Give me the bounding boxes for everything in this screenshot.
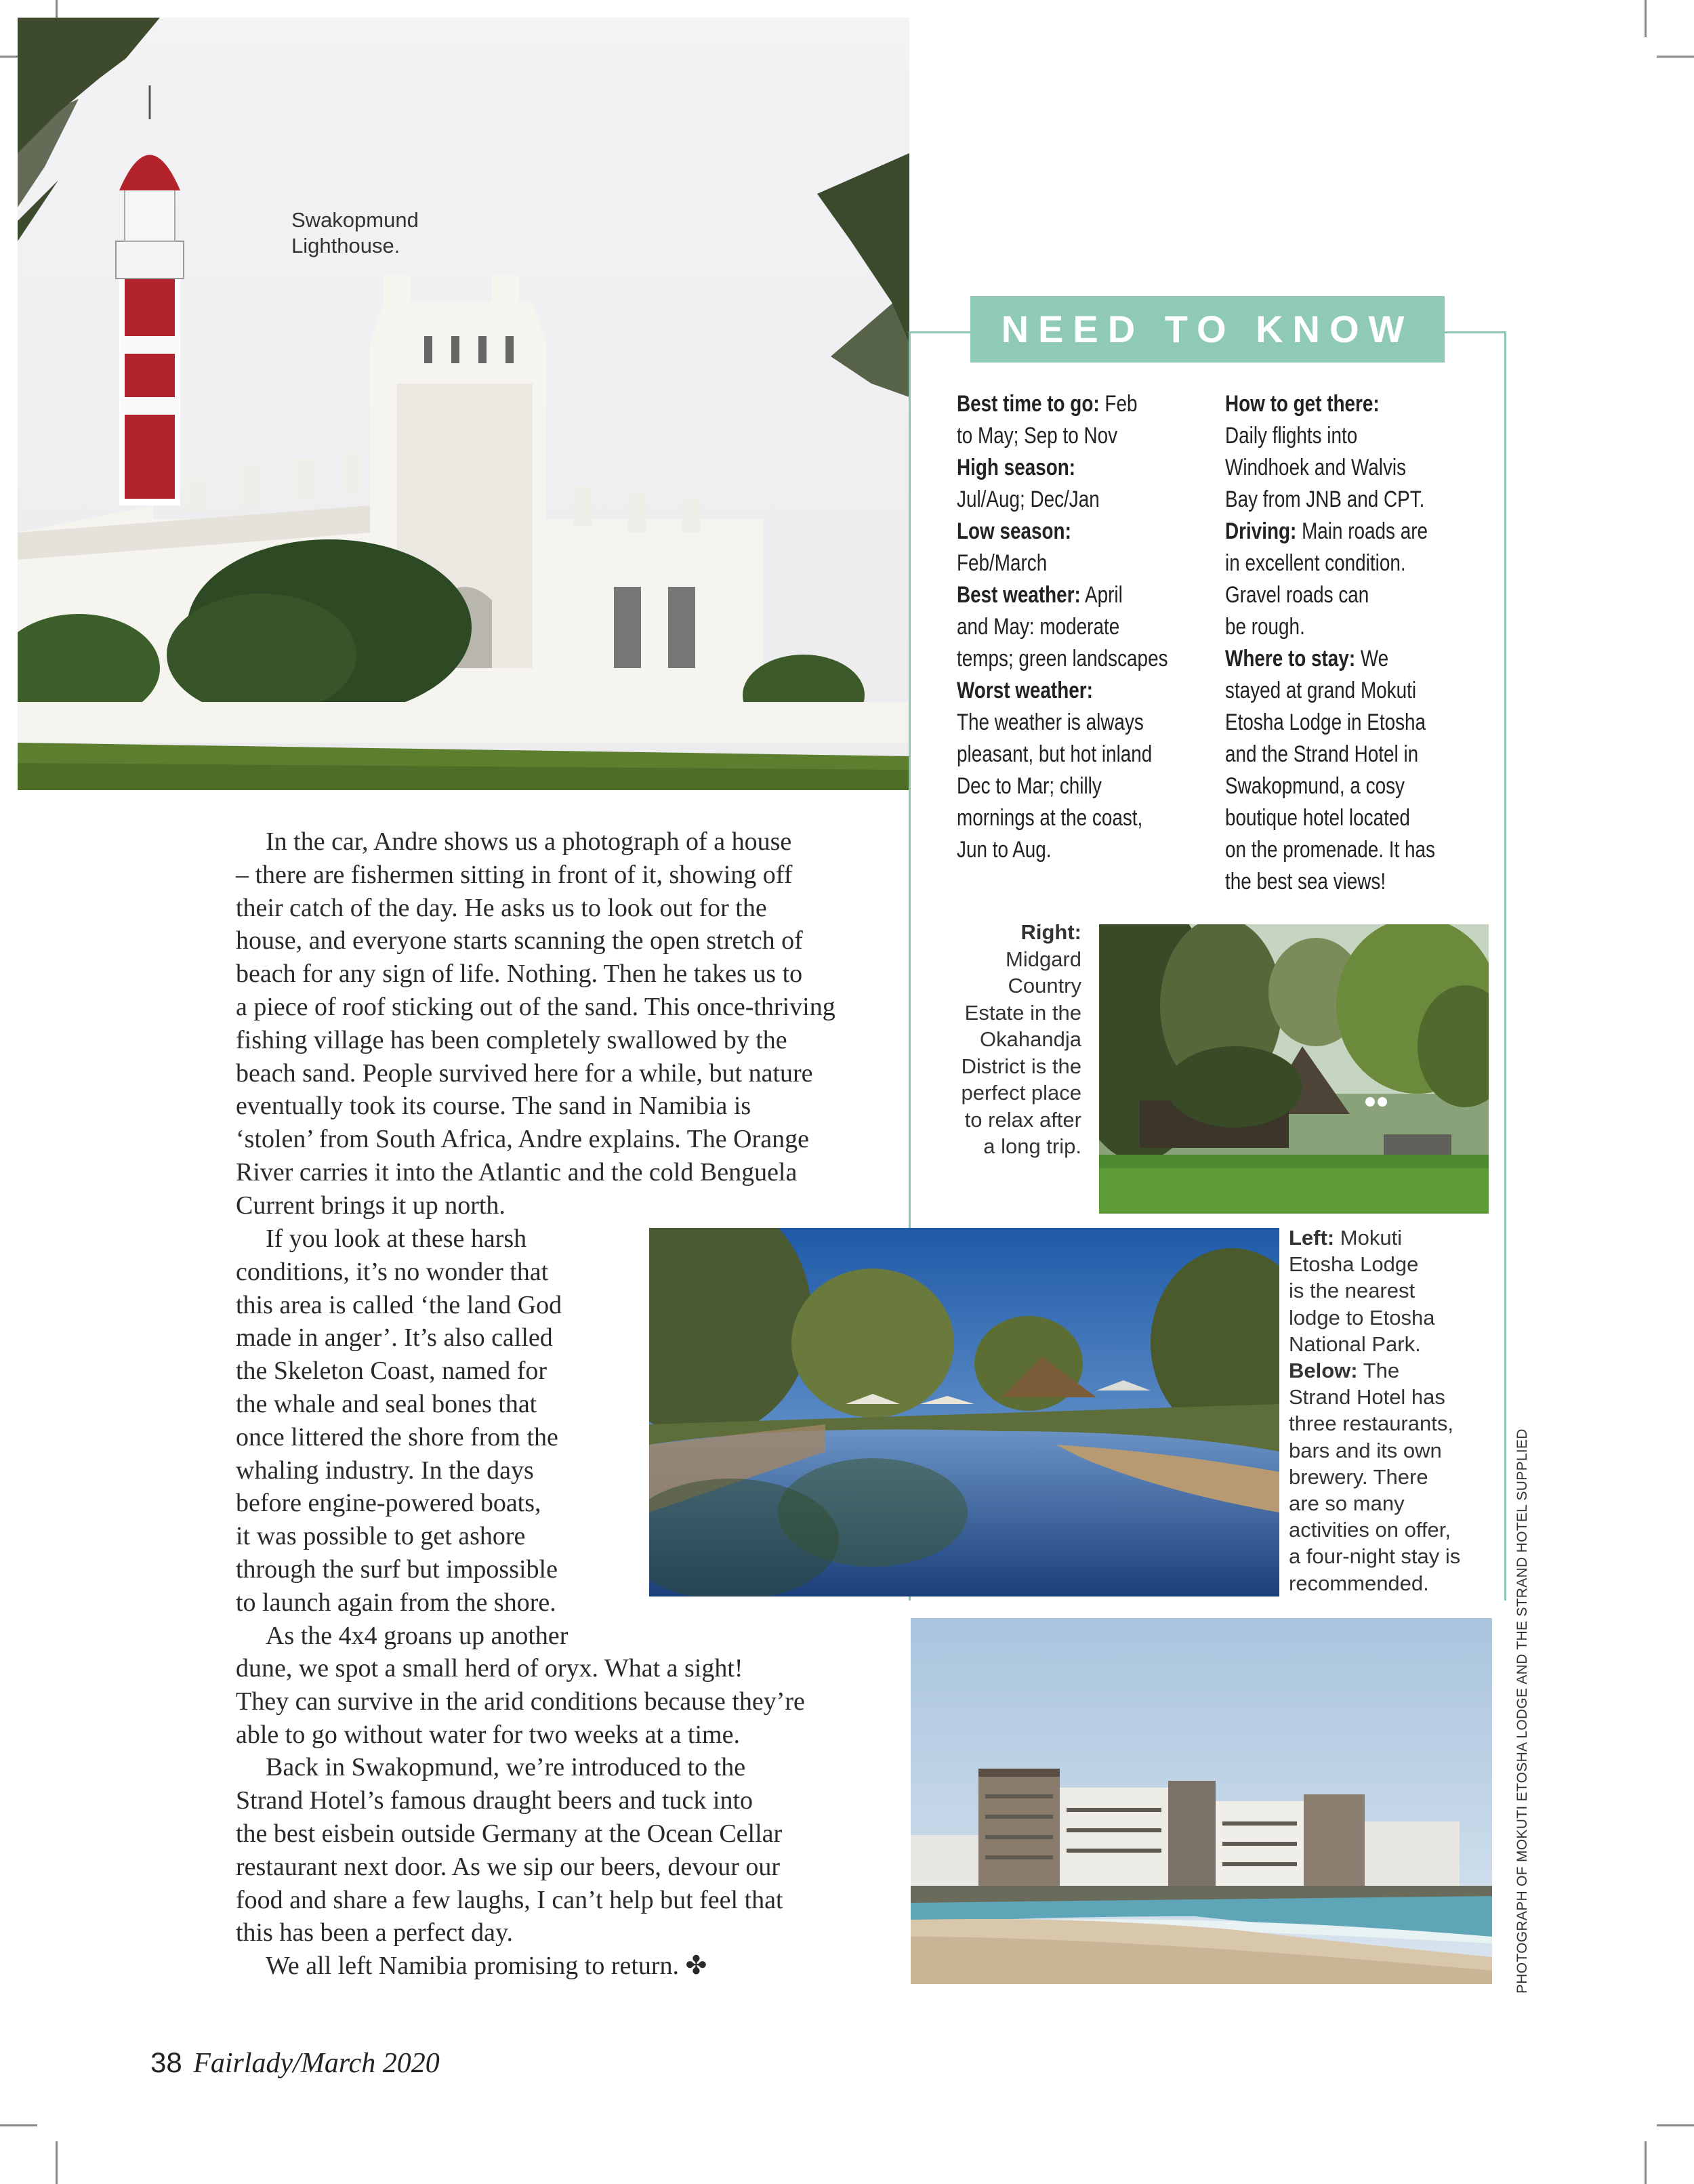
text: to May; Sep to Nov	[957, 423, 1118, 449]
text: Strand Hotel has	[1289, 1385, 1445, 1409]
text: National Park.	[1289, 1332, 1421, 1356]
text: brewery. There	[1289, 1464, 1428, 1489]
caption-line	[1289, 1224, 1492, 1251]
caption-line	[1289, 1277, 1492, 1304]
need-to-know-title: NEED TO KNOW	[1001, 308, 1414, 350]
text: April	[1080, 582, 1123, 608]
text: be rough.	[1225, 614, 1305, 640]
need-to-know-line	[1225, 802, 1458, 834]
article-line: house, and everyone starts scanning the open stretch of	[236, 926, 803, 955]
caption-line: perfect place	[961, 1081, 1081, 1105]
text: stayed at grand Mokuti	[1225, 678, 1417, 703]
article-line: In the car, Andre shows us a photograph of a house	[266, 827, 792, 856]
label: Best time to go:	[957, 391, 1100, 417]
article-line: a piece of roof sticking out of the sand. This once-thriving	[236, 992, 835, 1021]
need-to-know-line	[957, 834, 1190, 866]
caption-line	[1289, 1331, 1492, 1357]
crop-mark	[1645, 2141, 1647, 2184]
article-line: food and share a few laughs, I can’t help but feel that	[236, 1885, 783, 1914]
text: Jun to Aug.	[957, 837, 1052, 863]
text: Mokuti	[1334, 1226, 1403, 1250]
photo-credit: PHOTOGRAPH OF MOKUTI ETOSHA LODGE AND THE STRAND HOTEL SUPPLIED	[1514, 1428, 1530, 1994]
crop-mark	[56, 2141, 58, 2184]
article-line: the best eisbein outside Germany at the Ocean Cellar	[236, 1819, 783, 1848]
need-to-know-line	[957, 675, 1190, 707]
need-to-know-line	[957, 707, 1190, 739]
article-line: Current brings it up north.	[236, 1191, 505, 1220]
caption-line	[1289, 1437, 1492, 1464]
text: Feb	[1099, 391, 1138, 417]
text: Windhoek and Walvis	[1225, 455, 1407, 480]
article-line: before engine-powered boats,	[236, 1489, 541, 1518]
text: Jul/Aug; Dec/Jan	[957, 487, 1100, 512]
label: Worst weather:	[957, 678, 1093, 703]
article-line: conditions, it’s no wonder that	[236, 1257, 549, 1286]
folio	[150, 2046, 440, 2080]
label: Below:	[1289, 1359, 1358, 1383]
need-to-know-line	[1225, 388, 1458, 420]
label: Left:	[1289, 1226, 1335, 1250]
article-line: it was possible to get ashore	[236, 1522, 526, 1551]
text: Bay from JNB and CPT.	[1225, 487, 1425, 512]
text: bars and its own	[1289, 1438, 1442, 1462]
caption-line: a long trip.	[983, 1134, 1081, 1158]
text: mornings at the coast,	[957, 805, 1143, 831]
caption-line	[1289, 1464, 1492, 1490]
caption-right	[894, 919, 1081, 1160]
magazine-issue: Fairlady/March 2020	[193, 2048, 440, 2079]
text: a four-night stay is	[1289, 1544, 1461, 1569]
article-line: ‘stolen’ from South Africa, Andre explains. The Orange	[236, 1125, 809, 1154]
need-to-know-line	[1225, 452, 1458, 484]
caption-line	[1289, 1517, 1492, 1543]
need-to-know-line	[1225, 579, 1458, 611]
strand-hotel-photo	[911, 1618, 1492, 1984]
caption-line	[1289, 1357, 1492, 1384]
label: How to get there:	[1225, 391, 1380, 417]
caption-line	[1289, 1490, 1492, 1517]
label: Best weather:	[957, 582, 1081, 608]
need-to-know-column-2	[1225, 388, 1458, 898]
text: The weather is always	[957, 709, 1144, 735]
article-line: If you look at these harsh	[266, 1224, 527, 1253]
article-line: beach for any sign of life. Nothing. Then he takes us to	[236, 960, 803, 989]
text: Daily flights into	[1225, 423, 1358, 449]
caption-line	[1289, 1384, 1492, 1410]
text: Swakopmund, a cosy	[1225, 773, 1405, 799]
text: is the nearest	[1289, 1279, 1416, 1303]
need-to-know-line	[957, 388, 1190, 420]
article-line: once littered the shore from the	[236, 1422, 558, 1451]
article-line: whaling industry. In the days	[236, 1456, 534, 1485]
need-to-know-line	[957, 611, 1190, 643]
page-number: 38	[150, 2046, 182, 2078]
caption-line: Swakopmund	[291, 208, 419, 232]
article-block-1	[236, 825, 873, 1222]
article-line: River carries it into the Atlantic and the cold Benguela	[236, 1157, 798, 1187]
need-to-know-line	[957, 516, 1190, 548]
mokuti-lodge-photo	[649, 1228, 1279, 1596]
text: lodge to Etosha	[1289, 1305, 1435, 1330]
label: Where to stay:	[1225, 646, 1356, 672]
caption-label: Right:	[1020, 920, 1081, 944]
caption-line: District is the	[961, 1054, 1081, 1078]
text: Main roads are	[1296, 518, 1428, 544]
need-to-know-line	[957, 739, 1190, 770]
text: three restaurants,	[1289, 1412, 1453, 1436]
caption-line: Lighthouse.	[291, 234, 400, 257]
crop-mark	[0, 2124, 37, 2126]
article-line: this has been a perfect day.	[236, 1918, 514, 1948]
midgard-estate-photo	[1099, 924, 1489, 1214]
need-to-know-line	[1225, 516, 1458, 548]
label: Driving:	[1225, 518, 1297, 544]
text: Dec to Mar; chilly	[957, 773, 1102, 799]
article-line: the whale and seal bones that	[236, 1389, 537, 1418]
caption-line: to relax after	[964, 1107, 1081, 1132]
need-to-know-line	[1225, 484, 1458, 516]
text: and the Strand Hotel in	[1225, 741, 1419, 767]
text: Etosha Lodge	[1289, 1252, 1419, 1277]
article-line: their catch of the day. He asks us to look out for the	[236, 893, 767, 922]
need-to-know-line	[957, 420, 1190, 452]
article-line: able to go without water for two weeks at a time.	[236, 1720, 740, 1749]
text: Gravel roads can	[1225, 582, 1369, 608]
lighthouse-caption	[291, 207, 419, 259]
need-to-know-line	[957, 484, 1190, 516]
caption-line	[1289, 1543, 1492, 1569]
need-to-know-line	[957, 452, 1190, 484]
article-line: eventually took its course. The sand in Namibia is	[236, 1092, 751, 1121]
need-to-know-line	[1225, 866, 1458, 898]
article-line: the Skeleton Coast, named for	[236, 1357, 548, 1386]
need-to-know-column-1	[957, 388, 1190, 866]
article-line: restaurant next door. As we sip our beers, devour our	[236, 1852, 781, 1881]
crop-mark	[1657, 2124, 1694, 2126]
text: Etosha Lodge in Etosha	[1225, 709, 1426, 735]
text: and May: moderate	[957, 614, 1120, 640]
text: in excellent condition.	[1225, 550, 1406, 576]
need-to-know-line	[1225, 548, 1458, 579]
need-to-know-line	[957, 548, 1190, 579]
article-line: beach sand. People survived here for a while, but nature	[236, 1058, 813, 1088]
need-to-know-line	[1225, 611, 1458, 643]
need-to-know-line	[1225, 834, 1458, 866]
article-line: – there are fishermen sitting in front of it, showing off	[236, 860, 793, 889]
text: pleasant, but hot inland	[957, 741, 1153, 767]
label: Low season:	[957, 518, 1071, 544]
need-to-know-line	[957, 770, 1190, 802]
need-to-know-line	[957, 643, 1190, 675]
article-block-2	[236, 1222, 642, 1652]
article-line: fishing village has been completely swallowed by the	[236, 1025, 787, 1054]
text: on the promenade. It has	[1225, 837, 1435, 863]
article-line: this area is called ‘the land God	[236, 1290, 562, 1319]
text: recommended.	[1289, 1571, 1429, 1595]
caption-line	[1289, 1570, 1492, 1596]
need-to-know-line	[1225, 770, 1458, 802]
article-line: through the surf but impossible	[236, 1554, 558, 1584]
text: We	[1355, 646, 1389, 672]
article-line: dune, we spot a small herd of oryx. What a sight!	[236, 1654, 743, 1683]
crop-mark	[1645, 0, 1647, 37]
need-to-know-line	[1225, 420, 1458, 452]
need-to-know-line	[1225, 707, 1458, 739]
caption-line: Country	[1008, 974, 1081, 997]
article-line: Strand Hotel’s famous draught beers and tuck into	[236, 1786, 753, 1815]
caption-line	[1289, 1251, 1492, 1277]
caption-line	[1289, 1410, 1492, 1437]
text: the best sea views!	[1225, 869, 1386, 894]
label: High season:	[957, 455, 1076, 480]
caption-line: Midgard	[1006, 947, 1081, 971]
article-line: made in anger’. It’s also called	[236, 1323, 553, 1353]
crop-mark	[1657, 56, 1694, 58]
need-to-know-line	[1225, 739, 1458, 770]
need-to-know-line	[1225, 643, 1458, 675]
article-line: As the 4x4 groans up another	[266, 1621, 569, 1650]
caption-line	[1289, 1304, 1492, 1331]
text: Feb/March	[957, 550, 1048, 576]
caption-left	[1289, 1224, 1492, 1596]
text: temps; green landscapes	[957, 646, 1168, 672]
article-line: to launch again from the shore.	[236, 1588, 556, 1617]
need-to-know-banner	[970, 296, 1445, 363]
text: The	[1357, 1359, 1400, 1383]
lighthouse-photo	[18, 18, 909, 790]
article-line: Back in Swakopmund, we’re introduced to the	[266, 1753, 746, 1782]
caption-line: Estate in the	[964, 1000, 1081, 1025]
need-to-know-line	[957, 579, 1190, 611]
need-to-know-line	[957, 802, 1190, 834]
article-block-3	[236, 1652, 873, 1983]
need-to-know-line	[1225, 675, 1458, 707]
article-line: They can survive in the arid conditions because they’re	[236, 1687, 805, 1716]
article-line: We all left Namibia promising to return. ✤	[266, 1952, 707, 1981]
text: activities on offer,	[1289, 1518, 1451, 1542]
text: boutique hotel located	[1225, 805, 1410, 831]
caption-line: Okahandja	[980, 1027, 1081, 1051]
text: are so many	[1289, 1491, 1405, 1516]
